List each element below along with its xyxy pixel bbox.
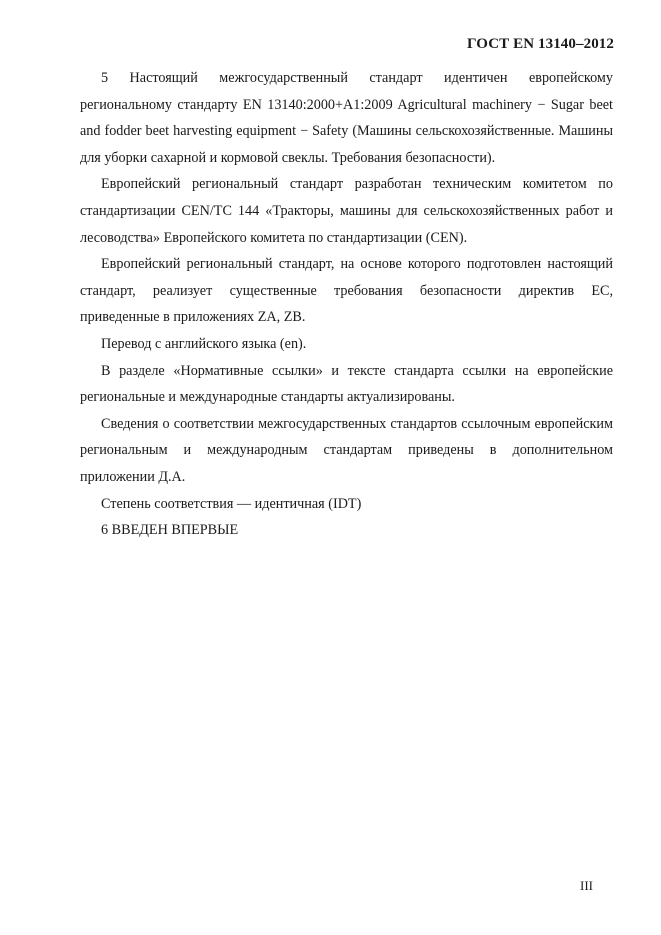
paragraph-harmonization: 5 Настоящий межгосударственный стандарт идентичен европейскому региональному стандарту EN 13140:2000+A1:2009 Agricultural machinery − Sugar beet and fodder beet harvesting equipment − Safety (Машины сельскохозяйственные. Машины для уборки сахарной и кормовой свеклы. Требования безопасности). [80,70,613,166]
paragraph-technical-committee: Европейский региональный стандарт разработан техническим комитетом по стандартизации CEN/TC 144 «Тракторы, машины для сельскохозяйственных работ и лесоводства» Европейского комитета по стандартизации (CEN). [80,176,613,246]
page-number: III [580,878,593,893]
paragraph-ec-directives: Европейский региональный стандарт, на основе которого подготовлен настоящий стандарт, реализует существенные требования безопасности директив ЕС, приведенные в приложениях ZA, ZB. [80,256,613,326]
document-header: ГОСТ EN 13140–2012 [467,36,614,52]
paragraph-translation: Перевод с английского языка (en). [101,335,307,352]
paragraph-introduced-first-time: 6 ВВЕДЕН ВПЕРВЫЕ [101,522,239,539]
document-body [80,65,613,544]
paragraph-normative-references: В разделе «Нормативные ссылки» и тексте стандарта ссылки на европейские региональные и международные стандарты актуализированы. [80,362,613,406]
paragraph-degree-of-conformity: Степень соответствия — идентичная (IDT) [101,495,362,512]
paragraph-correspondence-info: Сведения о соответствии межгосударственных стандартов ссылочным европейским региональным и международным стандартам приведены в дополнительном приложении Д.А. [80,415,613,485]
